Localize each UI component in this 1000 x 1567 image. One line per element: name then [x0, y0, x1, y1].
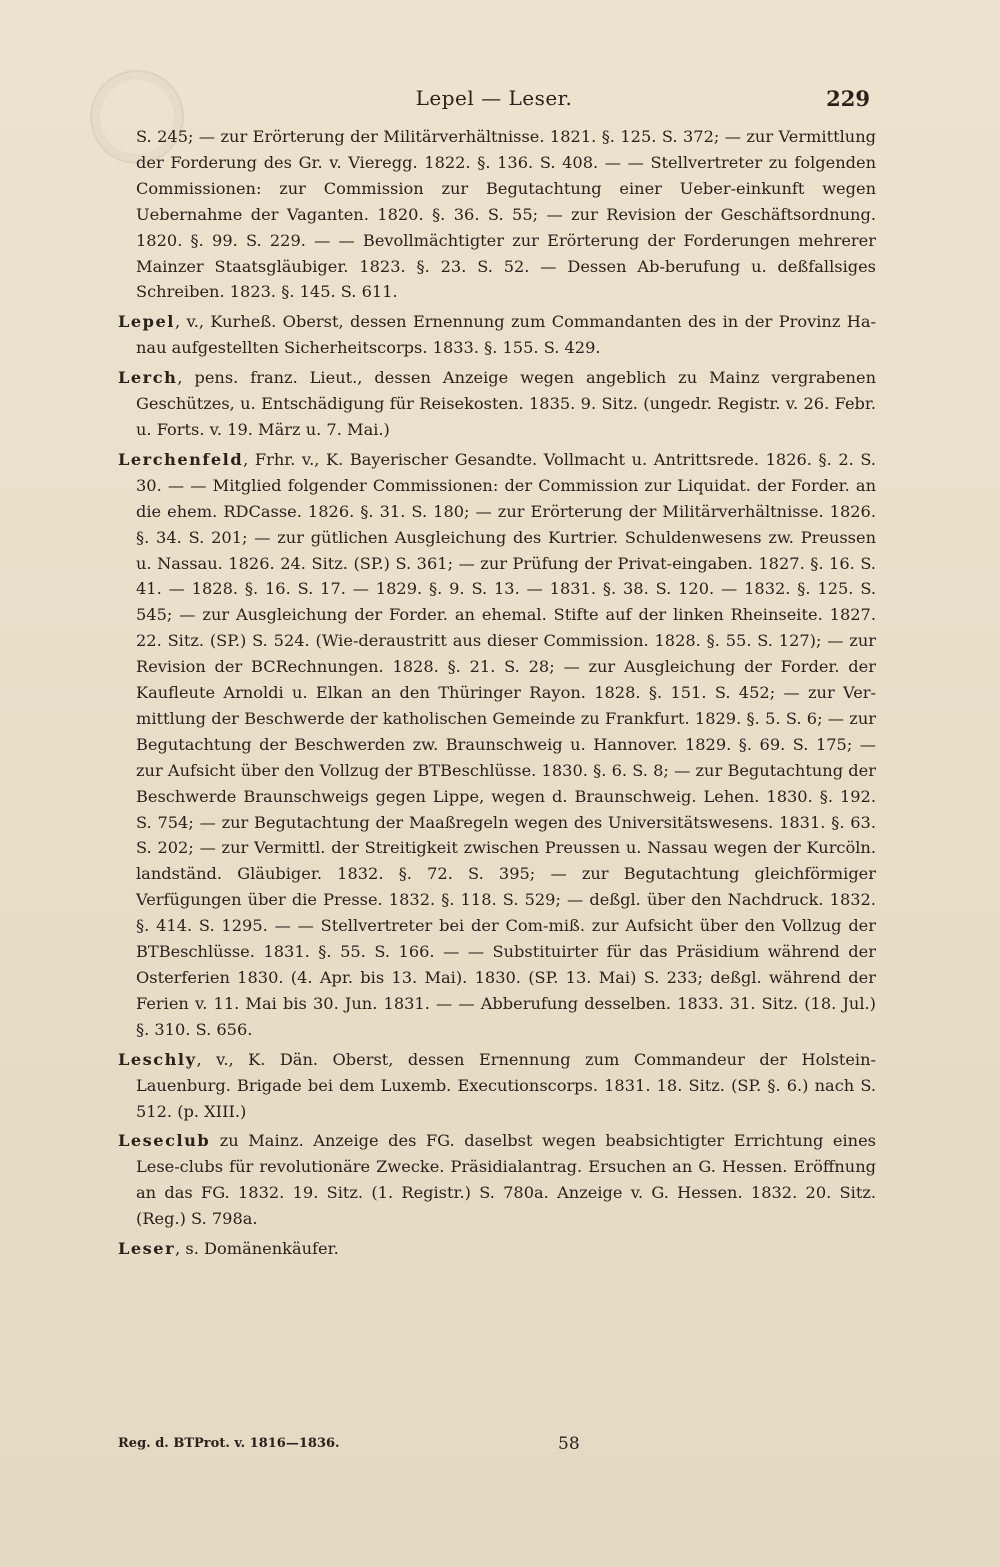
- entry-lemma: Leschly: [118, 1049, 197, 1069]
- entry-text: S. 245; — zur Erörterung der Militärverhältnisse. 1821. §. 125. S. 372; — zur Vermittlung der Forderung des Gr. v. Vieregg. 1822. §. 136. S. 408. — — Stellvertreter zu folgenden Commissionen: zur Commission zur Begutachtung einer Ueber-einkunft wegen Uebernahme der Vaganten. 1820. §. 36. S. 55; — zur Revision der Geschäftsordnung. 1820. §. 99. S. 229. — — Bevollmächtigter zur Erörterung der Forderungen mehrerer Mainzer Staatsgläubiger. 1823. §. 23. S. 52. — Dessen Ab-berufung u. deßfallsiges Schreiben. 1823. §. 145. S. 611.: [136, 127, 876, 302]
- entry-text: zu Mainz. Anzeige des FG. daselbst wegen beabsichtigter Errichtung eines Lese-clubs für revolutionäre Zwecke. Präsidialantrag. Ersuchen an G. Hessen. Eröffnung an das FG. 1832. 19. Sitz. (1. Registr.) S. 780a. Anzeige v. G. Hessen. 1832. 20. Sitz. (Reg.) S. 798a.: [136, 1131, 876, 1229]
- entry-lemma: Lepel: [118, 312, 175, 332]
- entry-text: , Frhr. v., K. Bayerischer Gesandte. Vollmacht u. Antrittsrede. 1826. §. 2. S. 30. — — Mitglied folgender Commissionen: der Commission zur Liquidat. der Forder. an die ehem. RDCasse. 1826. §. 31. S. 180; — zur Erörterung der Militärverhältnisse. 1826. §. 34. S. 201; — zur gütlichen Ausgleichung des Kurtrier. Schuldenwesens zw. Preussen u. Nassau. 1826. 24. Sitz. (SP.) S. 361; — zur Prüfung der Privat-eingaben. 1827. §. 16. S. 41. — 1828. §. 16. S. 17. — 1829. §. 9. S. 13. — 1831. §. 38. S. 120. — 1832. §. 125. S. 545; — zur Ausgleichung der Forder. an ehemal. Stifte auf der linken Rheinseite. 1827. 22. Sitz. (SP.) S. 524. (Wie-deraustritt aus dieser Commission. 1828. §. 55. S. 127); — zur Revision der BCRechnungen. 1828. §. 21. S. 28; — zur Ausgleichung der Forder. der Kaufleute Arnoldi u. Elkan an den Thüringer Rayon. 1828. §. 151. S. 452; — zur Ver-mittlung der Beschwerde der katholischen Gemeinde zu Frankfurt. 1829. §. 5. S. 6; — zur Begutachtung der Beschwerden zw. Braunschweig u. Hannover. 1829. §. 69. S. 175; — zur Aufsicht über den Vollzug der BTBeschlüsse. 1830. §. 6. S. 8; — zur Begutachtung der Beschwerde Braunschweigs gegen Lippe, wegen d. Braunschweig. Lehen. 1830. §. 192. S. 754; — zur Begutachtung der Maaßregeln wegen des Universitätswesens. 1831. §. 63. S. 202; — zur Vermittl. der Streitigkeit zwischen Preussen u. Nassau wegen der Kurcöln. landständ. Gläubiger. 1832. §. 72. S. 395; — zur Begutachtung gleichförmiger Verfügungen über die Presse. 1832. §. 118. S. 529; — deßgl. über den Nachdruck. 1832. §. 414. S. 1295. — — Stellvertreter bei der Com-miß. zur Aufsicht über den Vollzug der BTBeschlüsse. 1831. §. 55. S. 166. — — Substituirter für das Präsidium während der Osterferien 1830. (4. Apr. bis 13. Mai). 1830. (SP. 13. Mai) S. 233; deßgl. während der Ferien v. 11. Mai bis 30. Jun. 1831. — — Abberufung desselben. 1833. 31. Sitz. (18. Jul.) §. 310. S. 656.: [136, 449, 876, 1039]
- entry-lemma: Lerchenfeld: [118, 449, 244, 469]
- page-footer: [118, 1434, 876, 1458]
- index-entries: [118, 124, 876, 1266]
- index-entry: [118, 309, 876, 361]
- entry-text: , pens. franz. Lieut., dessen Anzeige wegen angeblich zu Mainz vergrabenen Geschützes, u. Entschädigung für Reisekosten. 1835. 9. Sitz. (ungedr. Registr. v. 26. Febr. u. Forts. v. 19. März u. 7. Mai.): [136, 368, 876, 439]
- index-entry: [118, 447, 876, 1043]
- signature-mark: 58: [558, 1434, 580, 1454]
- running-head: Lepel — Leser.: [415, 86, 573, 110]
- index-entry-continued: [118, 124, 876, 305]
- entry-text: , v., K. Dän. Oberst, dessen Ernennung zum Commandeur der Holstein-Lauenburg. Brigade bei dem Luxemb. Executionscorps. 1831. 18. Sitz. (SP. §. 6.) nach S. 512. (p. XIII.): [136, 1049, 876, 1121]
- entry-lemma: Leseclub: [118, 1131, 211, 1151]
- index-entry: [118, 365, 876, 443]
- entry-lemma: Lerch: [118, 368, 178, 388]
- entry-lemma: Leser: [118, 1239, 176, 1259]
- page-number: 229: [826, 86, 870, 111]
- index-entry: [118, 1128, 876, 1232]
- entry-text: , v., Kurheß. Oberst, dessen Ernennung zum Commandanten des in der Provinz Ha-nau aufgestellten Sicherheitscorps. 1833. §. 155. S. 429.: [136, 312, 876, 358]
- entry-text: , s. Domänenkäufer.: [175, 1239, 339, 1259]
- index-entry: [118, 1236, 876, 1262]
- page-header: [118, 86, 870, 116]
- index-entry: [118, 1047, 876, 1125]
- footer-source: Reg. d. BTProt. v. 1816—1836.: [118, 1436, 340, 1451]
